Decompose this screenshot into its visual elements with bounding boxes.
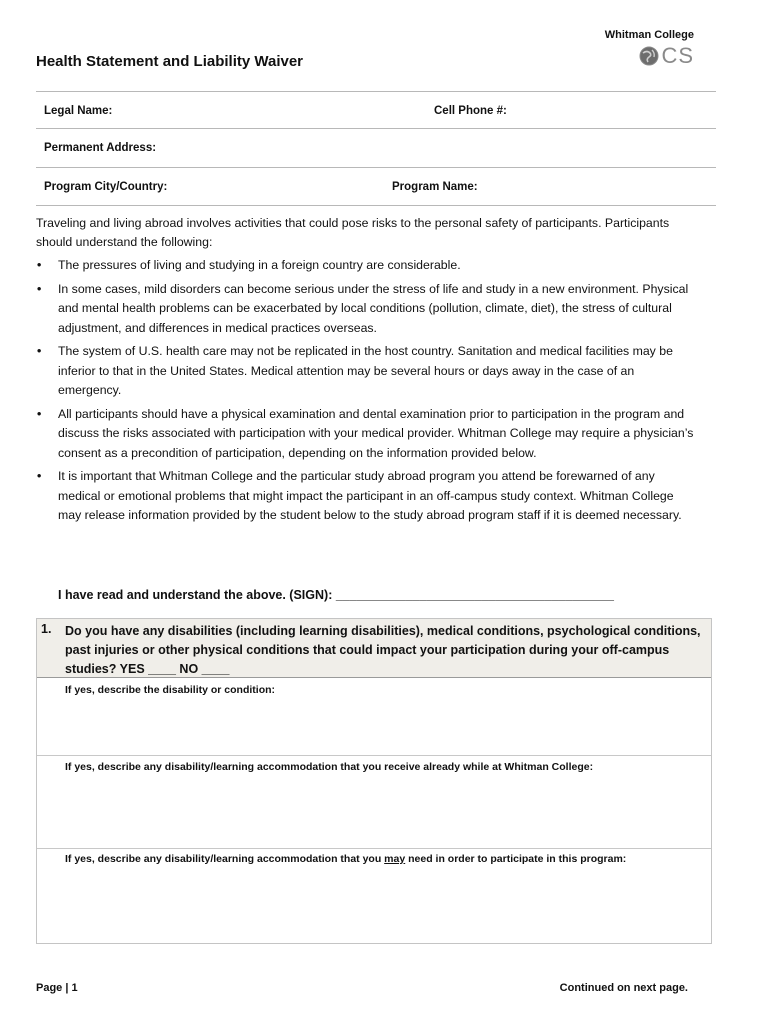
divider — [36, 167, 716, 168]
legal-name-field[interactable]: Legal Name: — [44, 105, 113, 117]
question-number: 1. — [41, 622, 52, 636]
question-header — [37, 619, 711, 678]
continued-note: Continued on next page. — [559, 982, 688, 994]
list-item: • All participants should have a physical examination and dental examination prior to participation in the program and discuss the risks associated with participation with your medical provider. Whitman College may require a physician’s consent as a precondition of participation, depending on the information provided below. — [36, 405, 696, 464]
question-box — [36, 618, 712, 944]
page-number: Page | 1 — [36, 982, 78, 994]
list-item: • In some cases, mild disorders can become serious under the stress of life and study in a new environment. Physical and mental health problems can be exacerbated by local conditions (pollution, climate, diet), the stress of cultural adjustment, and differences in medical practices overseas. — [36, 280, 696, 339]
globe-icon — [639, 46, 659, 66]
college-name: Whitman College — [604, 29, 694, 41]
divider — [37, 848, 711, 849]
divider — [36, 205, 716, 206]
needed-accommodation-prompt — [65, 851, 665, 868]
divider — [36, 128, 716, 129]
program-name-field[interactable]: Program Name: — [392, 181, 478, 193]
divider — [37, 755, 711, 756]
program-city-field[interactable]: Program City/Country: — [44, 181, 168, 193]
list-item: • The pressures of living and studying in a foreign country are considerable. — [36, 256, 696, 276]
ocs-logo — [639, 43, 694, 68]
permanent-address-field[interactable]: Permanent Address: — [44, 142, 157, 154]
divider — [36, 91, 716, 92]
disability-description-prompt: If yes, describe the disability or condition: — [65, 684, 276, 696]
risk-list — [36, 256, 696, 530]
list-item: • The system of U.S. health care may not be replicated in the host country. Sanitation and medical facilities may be inferior to that in the United States. Medical attention may be several hours or days away in the case of an emergency. — [36, 342, 696, 401]
intro-paragraph: Traveling and living abroad involves activities that could pose risks to the personal safety of participants. Participants should understand the following: — [36, 216, 670, 249]
current-accommodation-prompt: If yes, describe any disability/learning accommodation that you receive already while at Whitman College: — [65, 761, 594, 773]
cell-phone-field[interactable]: Cell Phone #: — [434, 105, 507, 117]
list-item: • It is important that Whitman College and the particular study abroad program you attend be forewarned of any medical or emotional problems that might impact the participant in an off-campus study context. Whitman College may release information provided by the student below to the study abroad program staff if it is deemed necessary. — [36, 467, 696, 526]
question-text: Do you have any disabilities (including learning disabilities), medical conditions, psychological conditions, past injuries or other physical conditions that could impact your participation during your off-campus studies? YES ____ NO ____ — [65, 624, 701, 676]
prompt-text: If yes, describe any disability/learning accommodation that you — [65, 853, 385, 865]
page-title: Health Statement and Liability Waiver — [36, 53, 304, 70]
prompt-text: need in order to participate in this program: — [405, 853, 627, 865]
signature-line[interactable]: I have read and understand the above. (SIGN): ________________________________________ — [58, 588, 614, 602]
logo-text: CS — [661, 43, 694, 68]
prompt-emphasis: may — [384, 853, 406, 865]
